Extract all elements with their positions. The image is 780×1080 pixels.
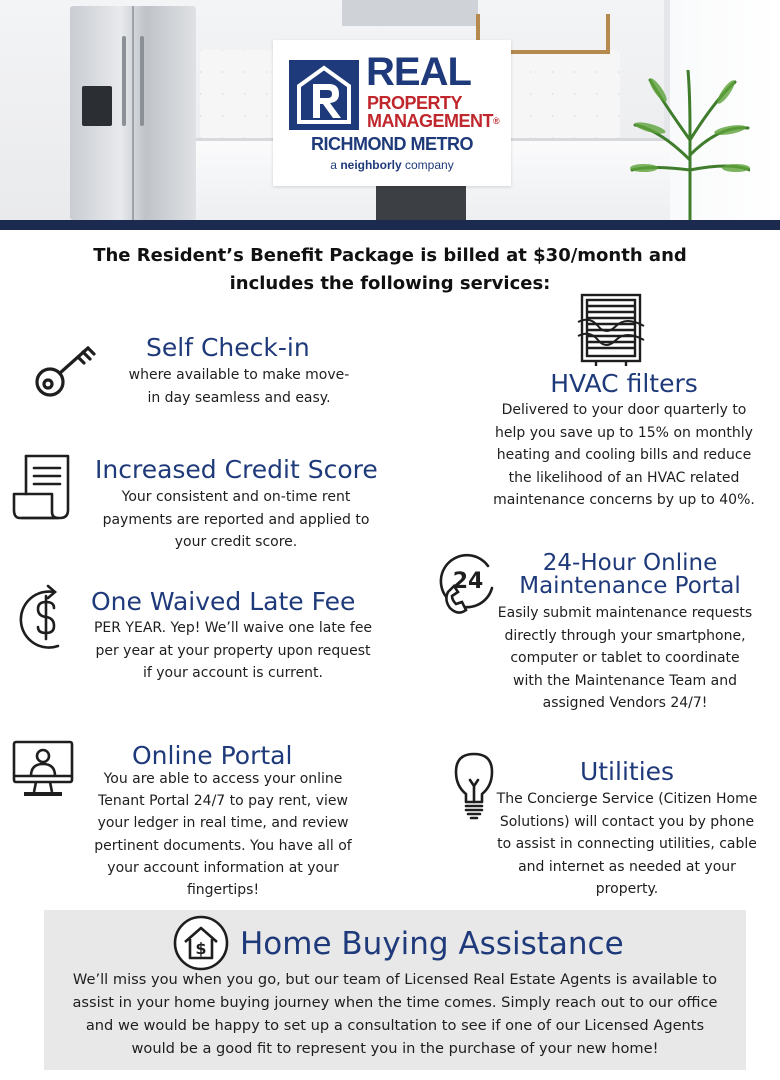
logo-word-management — [367, 112, 499, 130]
range-hood — [342, 0, 478, 26]
self-checkin-desc — [108, 364, 370, 409]
icon-24-text: 24 — [452, 569, 484, 594]
desc-line: directly through your smartphone, — [504, 627, 746, 644]
registered-mark: ® — [493, 116, 500, 126]
desc-line: and we would be happy to set up a consultation to see if one of our Licensed Agents — [85, 1017, 705, 1034]
home-buying-desc — [52, 968, 738, 1060]
desc-line: where available to make move- — [128, 367, 350, 383]
service-late-fee — [78, 588, 388, 685]
desc-line: if your account is current. — [142, 665, 323, 681]
hvac-title: HVAC filters — [550, 369, 698, 398]
company-logo — [273, 40, 511, 186]
navy-divider-bar — [0, 220, 780, 230]
computer-user-icon — [12, 740, 74, 800]
intro-heading — [60, 242, 720, 298]
desc-line: Delivered to your door quarterly to — [501, 402, 747, 418]
desc-line: Easily submit maintenance requests — [497, 605, 753, 621]
logo-region: RICHMOND METRO — [311, 134, 473, 154]
desc-line: computer or tablet to coordinate — [510, 650, 740, 666]
desc-line: assigned Vendors 24/7! — [542, 695, 708, 711]
plant-icon — [630, 70, 750, 220]
desc-line: pertinent documents. You have all of — [94, 837, 352, 854]
desc-line: the likelihood of an HVAC related — [508, 469, 740, 486]
key-icon — [34, 340, 98, 400]
desc-line: We’ll miss you when you go, but our team of Licensed Real Estate Agents is available to — [72, 971, 718, 988]
service-self-checkin — [108, 334, 370, 409]
tagline-suffix: company — [405, 158, 454, 172]
desc-line: payments are reported and applied to — [102, 511, 370, 528]
house-dollar-icon — [172, 914, 230, 972]
desc-line: fingertips! — [186, 882, 260, 899]
intro-line-2: includes the following services: — [229, 273, 551, 294]
maintenance-title-line-1: 24-Hour Online — [542, 550, 718, 576]
late-fee-desc — [78, 617, 388, 685]
house-dollar-text: $ — [195, 939, 207, 958]
desc-line: PER YEAR. Yep! We’ll waive one late fee — [93, 620, 373, 636]
desc-line: property. — [595, 881, 659, 897]
logo-tagline — [289, 158, 495, 172]
intro-line-1: The Resident’s Benefit Package is billed at $30/month and — [93, 245, 687, 266]
dollar-refresh-icon — [18, 584, 72, 654]
maintenance-desc — [484, 602, 766, 715]
desc-line: to assist in connecting utilities, cable — [497, 836, 757, 852]
desc-line: help you save up to 15% on monthly — [495, 424, 753, 441]
desc-line: Tenant Portal 24/7 to pay rent, view — [98, 793, 348, 810]
utilities-title: Utilities — [579, 757, 675, 786]
desc-line: your account information at your — [107, 859, 339, 876]
desc-line: Solutions) will contact you by phone — [499, 813, 755, 830]
desc-line: in day seamless and easy. — [147, 389, 331, 406]
tagline-brand: neighborly — [340, 158, 402, 172]
desc-line: with the Maintenance Team and — [513, 672, 737, 689]
desc-line: heating and cooling bills and reduce — [496, 447, 752, 463]
logo-word-real: REAL — [366, 50, 471, 94]
late-fee-title: One Waived Late Fee — [91, 587, 356, 616]
credit-title: Increased Credit Score — [95, 455, 378, 484]
service-utilities — [488, 758, 766, 901]
desc-line: would be a good fit to represent you in the purchase of your new home! — [131, 1040, 659, 1057]
maintenance-title — [484, 552, 766, 598]
hvac-desc — [480, 399, 768, 512]
service-portal — [82, 742, 364, 901]
credit-desc — [88, 486, 384, 554]
home-buying-section — [44, 910, 746, 1070]
maintenance-title-line-2: Maintenance Portal — [519, 573, 741, 599]
document-icon — [12, 452, 72, 522]
service-maintenance — [484, 552, 766, 715]
desc-line: per year at your property upon request — [95, 642, 371, 659]
desc-line: assist in your home buying journey when the time comes. Simply reach out to our office — [72, 994, 718, 1011]
desc-line: You are able to access your online — [103, 771, 343, 787]
logo-word-property: PROPERTY — [367, 93, 463, 113]
refrigerator — [70, 6, 196, 220]
logo-management-text: MANAGEMENT — [367, 111, 493, 131]
desc-line: maintenance concerns by up to 40%. — [493, 492, 755, 508]
desc-line: Your consistent and on-time rent — [121, 489, 351, 505]
desc-line: your ledger in real time, and review — [97, 815, 349, 832]
home-buying-title: Home Buying Assistance — [240, 926, 624, 962]
self-checkin-title: Self Check-in — [146, 333, 310, 362]
air-filter-icon — [576, 292, 646, 368]
portal-desc — [82, 768, 364, 901]
rpm-logo-mark-icon — [289, 60, 359, 130]
service-credit — [88, 456, 384, 554]
tagline-prefix: a — [330, 158, 337, 172]
service-hvac — [480, 370, 768, 512]
portal-title: Online Portal — [132, 741, 293, 770]
desc-line: The Concierge Service (Citizen Home — [496, 791, 758, 807]
desc-line: your credit score. — [174, 534, 298, 550]
utilities-desc — [488, 788, 766, 901]
desc-line: and internet as needed at your — [518, 858, 736, 875]
